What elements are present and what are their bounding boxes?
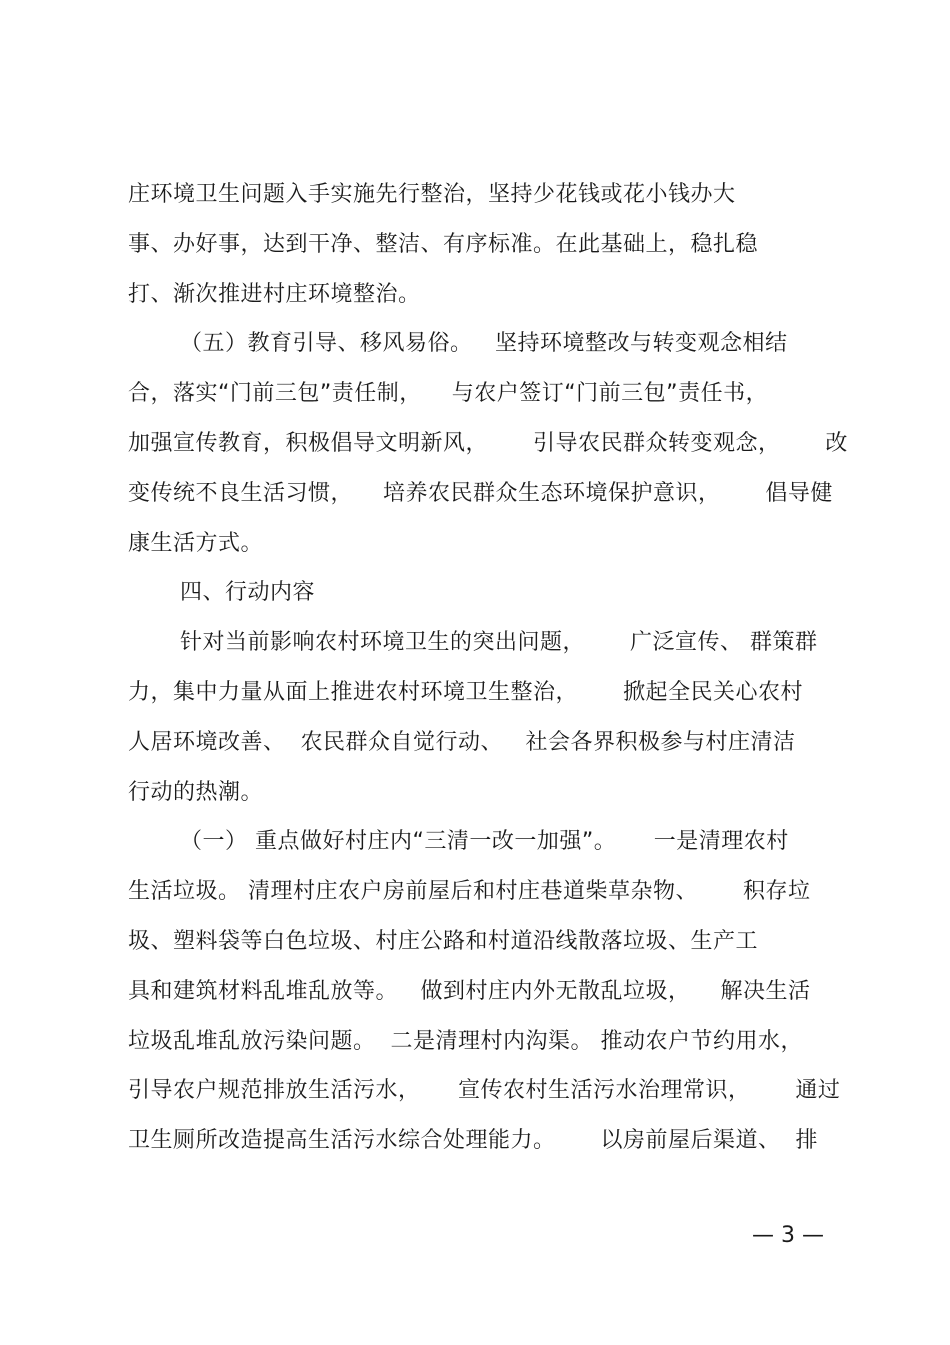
- text-line: 力，集中力量从面上推进农村环境卫生整治， 掀起全民关心农村: [128, 680, 803, 705]
- text-line: 打、渐次推进村庄环境整治。: [128, 282, 421, 307]
- text-line: 引导农户规范排放生活污水， 宣传农村生活污水治理常识， 通过: [128, 1078, 841, 1103]
- text-line: 具和建筑材料乱堆乱放等。 做到村庄内外无散乱垃圾， 解决生活: [128, 979, 811, 1004]
- page-number: — 3 —: [752, 1223, 824, 1248]
- text-line: 庄环境卫生问题入手实施先行整治，坚持少花钱或花小钱办大: [128, 182, 736, 207]
- text-line: 变传统不良生活习惯， 培养农民群众生态环境保护意识， 倡导健: [128, 481, 833, 506]
- text-line: 事、办好事，达到干净、整洁、有序标准。在此基础上，稳扎稳: [128, 232, 759, 257]
- text-line: 卫生厕所改造提高生活污水综合处理能力。 以房前屋后渠道、 排: [128, 1128, 818, 1153]
- text-line: 生活垃圾。 清理村庄农户房前屋后和村庄巷道柴草杂物、 积存垃: [128, 879, 811, 904]
- text-line: 行动的热潮。: [128, 780, 264, 805]
- text-line: 人居环境改善、 农民群众自觉行动、 社会各界积极参与村庄清洁: [128, 730, 796, 755]
- text-line: 合，落实“门前三包”责任制， 与农户签订“门前三包”责任书，: [128, 381, 769, 406]
- text-line: 针对当前影响农村环境卫生的突出问题， 广泛宣传、 群策群: [180, 630, 818, 655]
- section-heading-five: （五）教育引导、移风易俗。 坚持环境整改与转变观念相结: [180, 331, 788, 356]
- text-line: 加强宣传教育，积极倡导文明新风， 引导农民群众转变观念， 改: [128, 431, 848, 456]
- text-line: 垃圾乱堆乱放污染问题。 二是清理村内沟渠。 推动农户节约用水，: [128, 1029, 803, 1054]
- section-heading-four: 四、行动内容: [180, 580, 316, 605]
- text-line: 圾、塑料袋等白色垃圾、村庄公路和村道沿线散落垃圾、生产工: [128, 929, 759, 954]
- text-line: 康生活方式。: [128, 531, 264, 556]
- section-heading-one: （一） 重点做好村庄内“三清一改一加强”。 一是清理农村: [180, 829, 789, 854]
